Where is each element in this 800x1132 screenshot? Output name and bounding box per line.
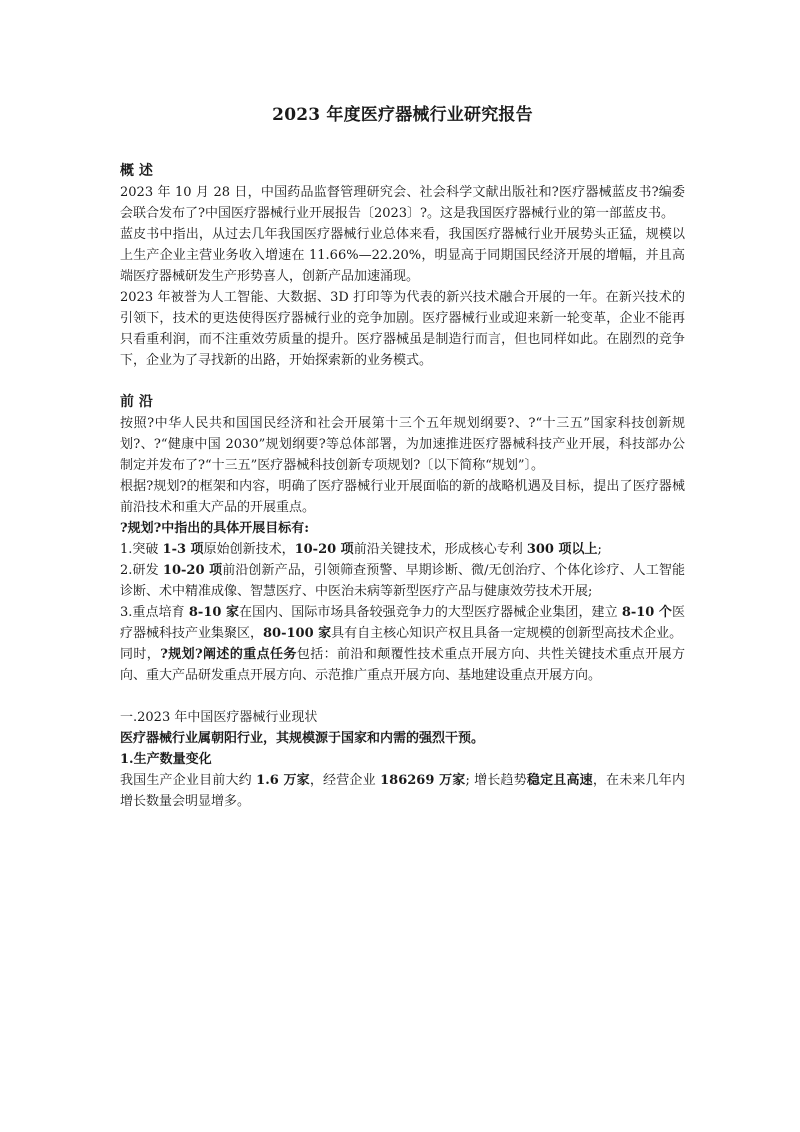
document-page — [120, 100, 685, 812]
frontier-paragraph-1: 按照?中华人民共和国国民经济和社会开展第十三个五年规划纲要?、?“十三五”国家科技创新规划?、?“健康中国 2030”规划纲要?等总体部署，为加速推进医疗器械科技产业开展，科技部办公制定并发布了?“十三五”医疗器械科技创新专项规划?〔以下简称“规划”〕。 — [120, 416, 685, 473]
goal-item-1: 1.突破 1-3 项原始创新技术，10-20 项前沿关键技术，形成核心专利 300 项以上; — [120, 542, 602, 557]
overview-heading: 概 述 — [120, 163, 153, 179]
overview-paragraph-2: 蓝皮书中指出，从过去几年我国医疗器械行业总体来看，我国医疗器械行业开展势头正猛，规模以上生产企业主营业务收入增速在 11.66%—22.20%，明显高于同期国民经济开展的增幅，并且高端医疗器械研发生产形势喜人，创新产品加速涌现。 — [120, 227, 685, 284]
production-paragraph: 我国生产企业目前大约 1.6 万家，经营企业 186269 万家; 增长趋势稳定且高速，在未来几年内增长数量会明显增多。 — [120, 773, 685, 809]
status-lead: 医疗器械行业属朝阳行业，其规模源于国家和内需的强烈干预。 — [120, 731, 485, 746]
frontier-paragraph-2: 根据?规划?的框架和内容，明确了医疗器械行业开展面临的新的战略机遇及目标，提出了医疗器械前沿技术和重大产品的开展重点。 — [120, 479, 685, 515]
frontier-heading: 前 沿 — [120, 394, 153, 410]
overview-paragraph-1: 2023 年 10 月 28 日，中国药品监督管理研究会、社会科学文献出版社和?医疗器械蓝皮书?编委会联合发布了?中国医疗器械行业开展报告〔2023〕?。这是我国医疗器械行业的第一部蓝皮书。 — [120, 185, 685, 221]
production-subheading: 1.生产数量变化 — [120, 752, 212, 767]
overview-paragraph-3: 2023 年被誉为人工智能、大数据、3D 打印等为代表的新兴技术融合开展的一年。在新兴技术的引领下，技术的更迭使得医疗器械行业的竞争加剧。医疗器械行业或迎来新一轮变革，企业不能再只看重利润，而不注重效劳质量的提升。医疗器械虽是制造行而言，但也同样如此。在剧烈的竞争下，企业为了寻找新的出路，开始探索新的业务模式。 — [120, 290, 685, 368]
key-tasks-paragraph: 同时，?规划?阐述的重点任务包括：前沿和颠覆性技术重点开展方向、共性关键技术重点开展方向、重大产品研发重点开展方向、示范推广重点开展方向、基地建设重点开展方向。 — [120, 647, 685, 683]
goals-heading: ?规划?中指出的具体开展目标有: — [120, 521, 310, 536]
goal-item-3: 3.重点培育 8-10 家在国内、国际市场具备较强竞争力的大型医疗器械企业集团，建立 8-10 个医疗器械科技产业集聚区，80-100 家具有自主核心知识产权且具备一定规模的创新型高技术企业。 — [120, 605, 685, 641]
document-title: 2023 年度医疗器械行业研究报告 — [272, 105, 533, 125]
goal-item-2: 2.研发 10-20 项前沿创新产品，引领筛查预警、早期诊断、微/无创治疗、个体化诊疗、人工智能诊断、术中精准成像、智慧医疗、中医治未病等新型医疗产品与健康效劳技术开展; — [120, 563, 685, 599]
status-heading: 一.2023 年中国医疗器械行业现状 — [120, 710, 318, 725]
